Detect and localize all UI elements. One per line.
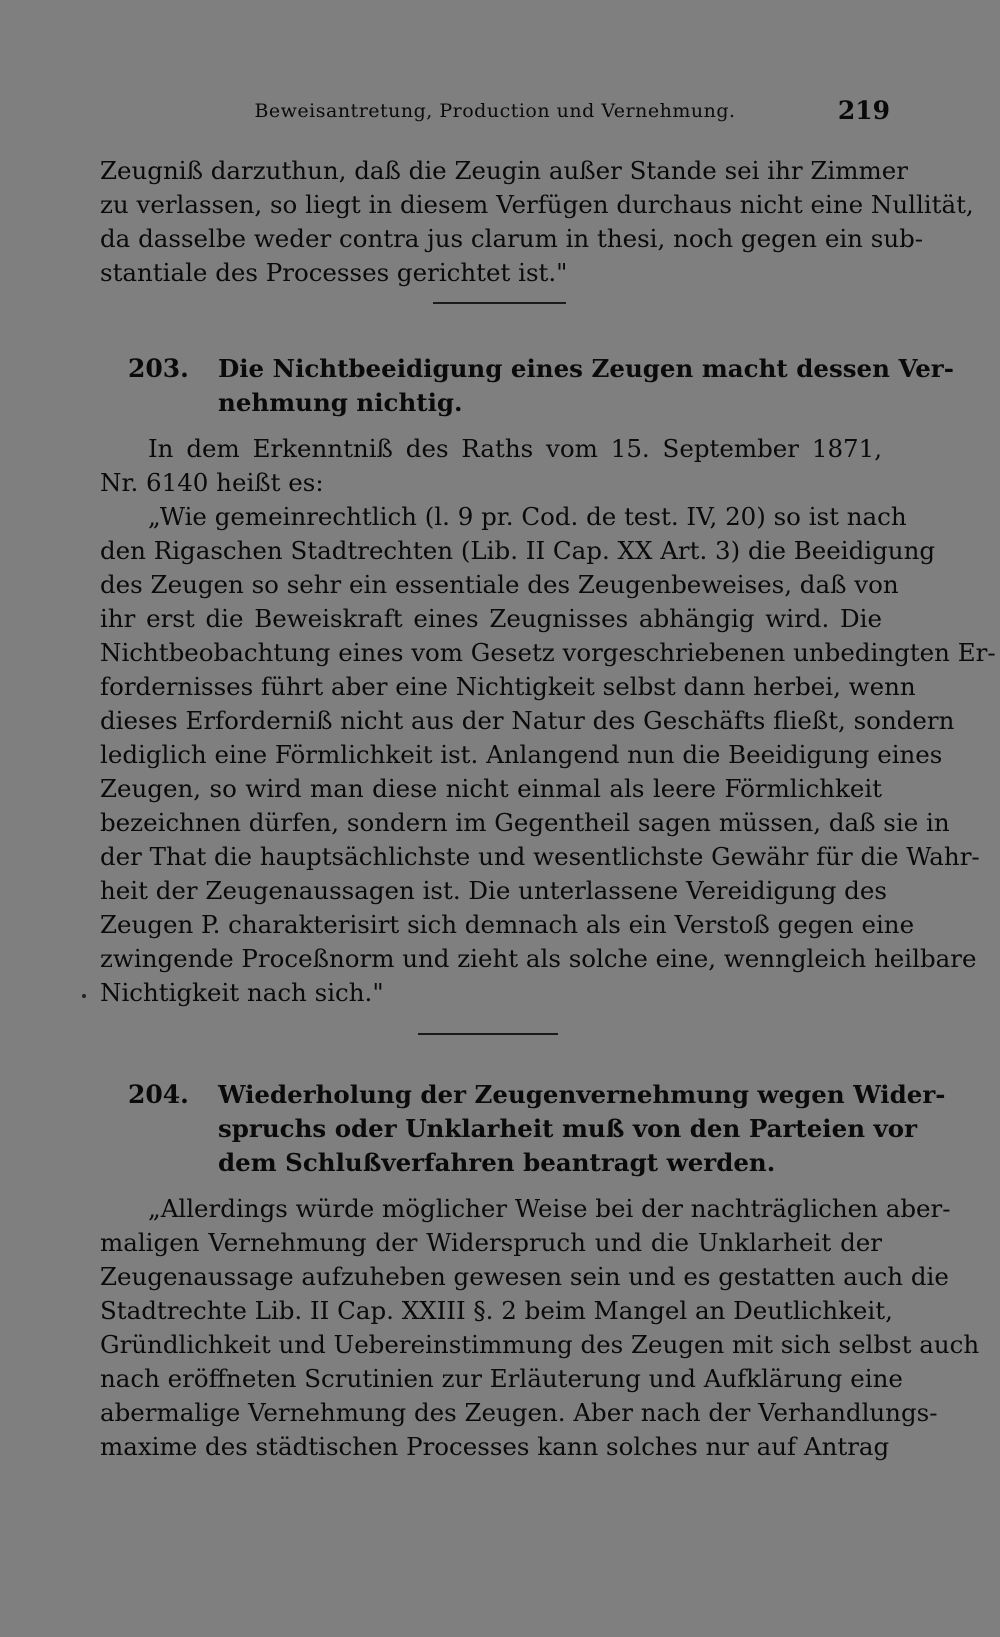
text-line: „Allerdings würde möglicher Weise bei der nachträglichen aber- <box>148 1194 951 1223</box>
text-line: Nichtbeobachtung eines vom Gesetz vorgeschriebenen unbedingten Er- <box>100 638 996 667</box>
section-204-body <box>100 1192 980 1464</box>
section-203-body <box>100 432 996 1010</box>
text-line: „Wie gemeinrechtlich (l. 9 pr. Cod. de test. IV, 20) so ist nach <box>148 502 907 531</box>
text-line: Zeugen P. charakterisirt sich demnach als ein Verstoß gegen eine <box>100 910 915 939</box>
text-line: Zeugniß darzuthun, daß die Zeugin außer Stande sei ihr Zimmer <box>100 156 908 185</box>
page-number: 219 <box>837 96 890 125</box>
text-line: zu verlassen, so liegt in diesem Verfügen durchaus nicht eine Nullität, <box>100 190 974 219</box>
separator-rule <box>418 1033 558 1035</box>
text-line: Zeugenaussage aufzuheben gewesen sein und es gestatten auch die <box>100 1262 949 1291</box>
text-line: da dasselbe weder contra jus clarum in thesi, noch gegen ein sub- <box>100 224 924 253</box>
section-title <box>218 1078 946 1180</box>
text-line: Gründlichkeit und Uebereinstimmung des Zeugen mit sich selbst auch <box>100 1330 980 1359</box>
page-header <box>100 96 890 130</box>
text-line: maxime des städtischen Processes kann solches nur auf Antrag <box>100 1432 890 1461</box>
text-line: heit der Zeugenaussagen ist. Die unterlassene Vereidigung des <box>100 876 887 905</box>
text-line: In dem Erkenntniß des Raths vom 15. September 1871, <box>148 434 882 463</box>
title-line: dem Schlußverfahren beantragt werden. <box>218 1148 776 1177</box>
text-line: ihr erst die Beweiskraft eines Zeugnisses abhängig wird. Die <box>100 604 882 633</box>
text-line: Stadtrechte Lib. II Cap. XXIII §. 2 beim Mangel an Deutlichkeit, <box>100 1296 893 1325</box>
title-line: nehmung nichtig. <box>218 388 463 417</box>
text-line: bezeichnen dürfen, sondern im Gegentheil sagen müssen, daß sie in <box>100 808 950 837</box>
text-line: den Rigaschen Stadtrechten (Lib. II Cap. XX Art. 3) die Beeidigung <box>100 536 936 565</box>
running-head: Beweisantretung, Production und Vernehmung. <box>254 100 736 122</box>
text-line: der That die hauptsächlichste und wesentlichste Gewähr für die Wahr- <box>100 842 980 871</box>
section-title <box>218 352 954 420</box>
section-number: 204. <box>128 1080 189 1109</box>
title-line: Die Nichtbeeidigung eines Zeugen macht dessen Ver- <box>218 354 954 383</box>
paragraph-continuation <box>100 154 974 290</box>
section-number: 203. <box>128 354 189 383</box>
text-line: maligen Vernehmung der Widerspruch und die Unklarheit der <box>100 1228 882 1257</box>
text-line: Nichtigkeit nach sich." <box>100 978 384 1007</box>
separator-rule <box>433 302 566 304</box>
text-line: nach eröffneten Scrutinien zur Erläuterung und Aufklärung eine <box>100 1364 903 1393</box>
margin-dot <box>82 994 86 998</box>
text-line: stantiale des Processes gerichtet ist." <box>100 258 568 287</box>
text-line: Nr. 6140 heißt es: <box>100 468 324 497</box>
text-line: fordernisses führt aber eine Nichtigkeit selbst dann herbei, wenn <box>100 672 916 701</box>
title-line: spruchs oder Unklarheit muß von den Parteien vor <box>218 1114 918 1143</box>
title-line: Wiederholung der Zeugenvernehmung wegen Wider- <box>218 1080 946 1109</box>
text-line: abermalige Vernehmung des Zeugen. Aber nach der Verhandlungs- <box>100 1398 938 1427</box>
text-line: Zeugen, so wird man diese nicht einmal als leere Förmlichkeit <box>100 774 882 803</box>
text-line: des Zeugen so sehr ein essentiale des Zeugenbeweises, daß von <box>100 570 899 599</box>
text-line: lediglich eine Förmlichkeit ist. Anlangend nun die Beeidigung eines <box>100 740 943 769</box>
text-line: dieses Erforderniß nicht aus der Natur des Geschäfts fließt, sondern <box>100 706 955 735</box>
text-line: zwingende Proceßnorm und zieht als solche eine, wenngleich heilbare <box>100 944 977 973</box>
